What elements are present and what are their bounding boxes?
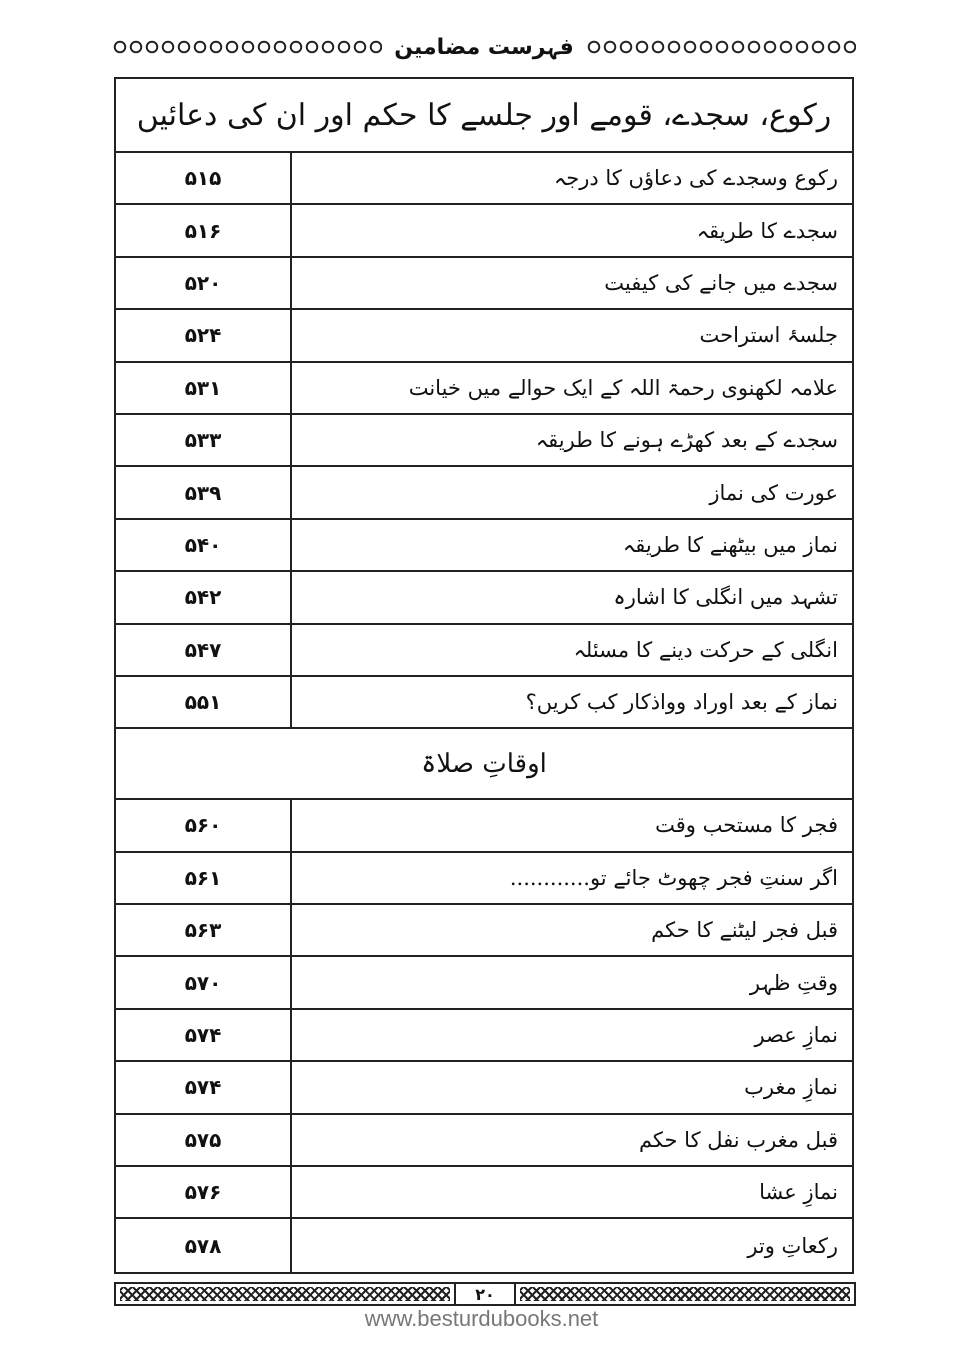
- entry-title: نماز میں بیٹھنے کا طریقہ: [622, 532, 838, 557]
- page-number: ۵۷۵: [116, 1115, 292, 1165]
- entry-title: وقتِ ظہر: [749, 970, 838, 995]
- table-row: [116, 467, 852, 519]
- table-row: [116, 1010, 852, 1062]
- page-number-footer: ۲۰: [454, 1284, 516, 1304]
- page-number: ۵۴۰: [116, 520, 292, 570]
- page-number: ۵۶۱: [116, 853, 292, 903]
- page-number: ۵۷۴: [116, 1062, 292, 1112]
- page-title: فہرست مضامین: [394, 34, 574, 60]
- entry-title: فجر کا مستحب وقت: [655, 813, 838, 838]
- table-row: [116, 800, 852, 852]
- table-row: [116, 258, 852, 310]
- table-row: [116, 1167, 852, 1219]
- page-number: ۵۷۴: [116, 1010, 292, 1060]
- entry-title: رکوع وسجدے کی دعاؤں کا درجہ: [553, 166, 838, 191]
- entry-title: اگر سنتِ فجر چھوٹ جائے تو............: [509, 865, 838, 890]
- table-row: [116, 853, 852, 905]
- entry-title: سجدے کا طریقہ: [696, 218, 838, 243]
- page-number: ۵۲۰: [116, 258, 292, 308]
- entry-title: انگلی کے حرکت دینے کا مسئلہ: [573, 637, 838, 662]
- page-number: ۵۷۰: [116, 957, 292, 1007]
- entry-title: جلسۂ استراحت: [699, 323, 838, 348]
- page-number: ۵۳۹: [116, 467, 292, 517]
- entry-title: نماز کے بعد اوراد وواذکار کب کریں؟: [525, 690, 838, 715]
- page-number: ۵۲۴: [116, 310, 292, 360]
- entry-title: نمازِ عصر: [754, 1023, 838, 1048]
- entry-title: قبل مغرب نفل کا حکم: [638, 1127, 838, 1152]
- footer-ornament-right: [520, 1287, 850, 1301]
- page-number: ۵۵۱: [116, 677, 292, 727]
- entry-title: عورت کی نماز: [709, 480, 838, 505]
- table-row: [116, 153, 852, 205]
- page-number: ۵۷۶: [116, 1167, 292, 1217]
- page-number: ۵۴۲: [116, 572, 292, 622]
- table-row: [116, 310, 852, 362]
- footer-band: [114, 1282, 856, 1306]
- page-number: ۵۳۱: [116, 363, 292, 413]
- entry-title: تشہد میں انگلی کا اشارہ: [613, 585, 838, 610]
- website-watermark[interactable]: www.besturdubooks.net: [364, 1306, 599, 1331]
- table-of-contents: [114, 77, 854, 1274]
- entry-title: سجدے کے بعد کھڑے ہونے کا طریقہ: [535, 428, 838, 453]
- header-band: [112, 30, 856, 64]
- table-row: [116, 205, 852, 257]
- table-row: [116, 905, 852, 957]
- entry-title: علامہ لکھنوی رحمۃ اللہ کے ایک حوالے میں خیانت: [408, 375, 838, 400]
- section-heading: اوقاتِ صلاۃ: [116, 729, 852, 800]
- entry-title: نمازِ مغرب: [744, 1075, 838, 1100]
- page-number: ۵۶۰: [116, 800, 292, 850]
- page-number: ۵۶۳: [116, 905, 292, 955]
- ornament-left: [112, 39, 382, 55]
- entry-title: سجدے میں جانے کی کیفیت: [604, 270, 838, 295]
- ornament-right: [586, 39, 856, 55]
- page-number: ۵۱۶: [116, 205, 292, 255]
- table-row: [116, 1115, 852, 1167]
- table-row: [116, 957, 852, 1009]
- table-row: [116, 677, 852, 729]
- table-row: [116, 1062, 852, 1114]
- page-number: ۵۷۸: [116, 1219, 292, 1271]
- page-number: ۵۴۷: [116, 625, 292, 675]
- entry-title: قبل فجر لیٹنے کا حکم: [651, 918, 838, 943]
- table-row: [116, 625, 852, 677]
- table-row: [116, 572, 852, 624]
- section-heading: رکوع، سجدے، قومے اور جلسے کا حکم اور ان کی دعائیں: [116, 79, 852, 153]
- table-row: [116, 415, 852, 467]
- entry-title: رکعاتِ وتر: [747, 1233, 838, 1258]
- table-row: [116, 1219, 852, 1271]
- page-number: ۵۳۳: [116, 415, 292, 465]
- footer-ornament-left: [120, 1287, 450, 1301]
- page-number: ۵۱۵: [116, 153, 292, 203]
- table-row: [116, 520, 852, 572]
- table-row: [116, 363, 852, 415]
- entry-title: نمازِ عشا: [759, 1180, 838, 1205]
